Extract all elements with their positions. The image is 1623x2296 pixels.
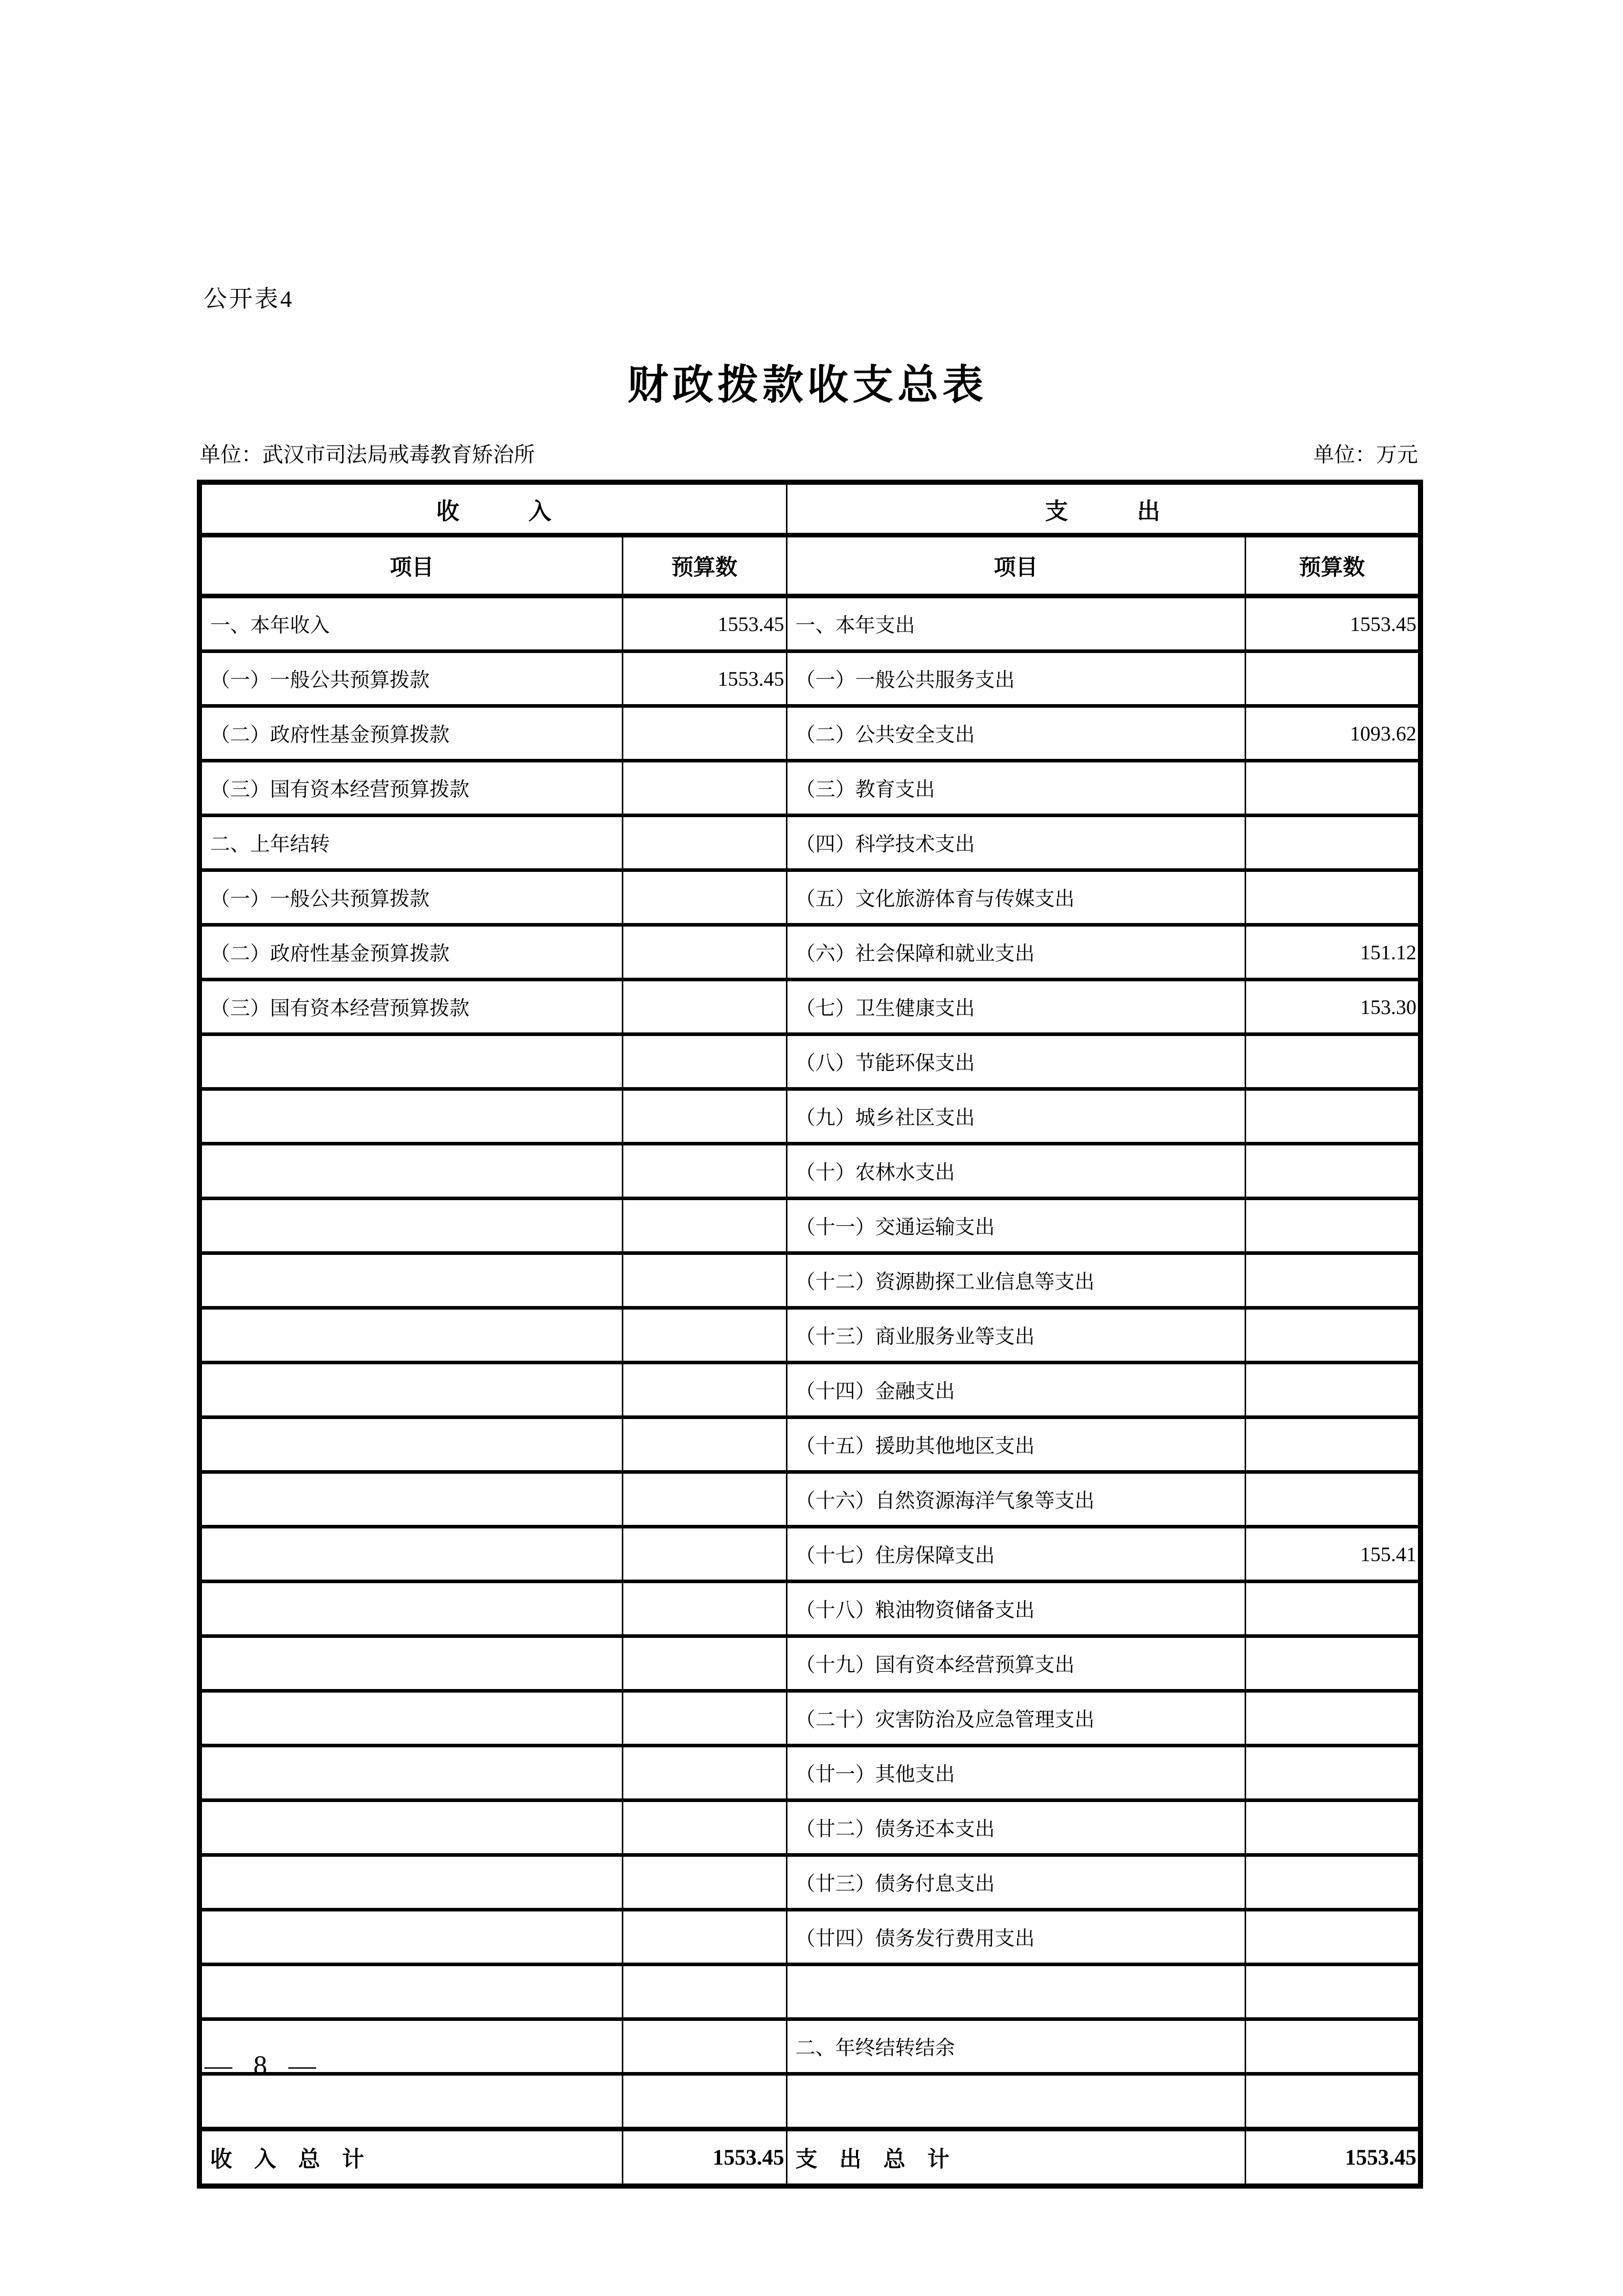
page-title: 财政拨款收支总表 <box>627 363 987 408</box>
table-row <box>199 870 1421 925</box>
income-value-cell <box>622 1800 786 1855</box>
income-item-cell <box>199 1855 622 1910</box>
income-value-cell <box>622 925 786 980</box>
expense-value-cell: 155.41 <box>1245 1527 1421 1582</box>
expense-item-cell: 二、年终结转结余 <box>786 2019 1245 2074</box>
form-label: 公开表4 <box>204 286 294 312</box>
table-row <box>199 816 1421 870</box>
expense-item-cell: （八）节能环保支出 <box>786 1034 1245 1089</box>
income-item-cell: （一）一般公共预算拨款 <box>199 651 622 706</box>
table-row <box>199 1636 1421 1691</box>
table-row <box>199 1582 1421 1636</box>
income-budget-column-header: 预算数 <box>622 535 786 596</box>
expense-value-cell <box>1245 870 1421 925</box>
table-row <box>199 1363 1421 1417</box>
income-item-cell: 一、本年收入 <box>199 596 622 651</box>
expense-item-cell: （十二）资源勘探工业信息等支出 <box>786 1253 1245 1308</box>
expense-value-cell <box>1245 1965 1421 2019</box>
expense-value-cell <box>1245 761 1421 816</box>
expense-item-cell: （十）农林水支出 <box>786 1144 1245 1199</box>
table-row <box>199 1527 1421 1582</box>
table-row <box>199 1800 1421 1855</box>
income-item-cell: （三）国有资本经营预算拨款 <box>199 980 622 1034</box>
column-header-row <box>199 535 1421 596</box>
expense-total-label: 支 出 总 计 <box>786 2129 1245 2187</box>
income-value-cell <box>622 870 786 925</box>
income-item-cell <box>199 1253 622 1308</box>
income-value-cell <box>622 1034 786 1089</box>
income-item-cell <box>199 1910 622 1965</box>
income-item-cell <box>199 1417 622 1472</box>
expense-item-cell: （廿三）债务付息支出 <box>786 1855 1245 1910</box>
income-item-cell <box>199 1472 622 1527</box>
expense-value-cell <box>1245 651 1421 706</box>
table-row <box>199 980 1421 1034</box>
expense-value-cell <box>1245 1636 1421 1691</box>
income-item-cell <box>199 2074 622 2129</box>
income-item-cell <box>199 1308 622 1363</box>
income-total-label: 收 入 总 计 <box>199 2129 622 2187</box>
table-row <box>199 1308 1421 1363</box>
expense-item-cell: （十七）住房保障支出 <box>786 1527 1245 1582</box>
income-value-cell <box>622 1089 786 1144</box>
income-value-cell <box>622 1199 786 1253</box>
income-value-cell <box>622 706 786 761</box>
expense-item-cell: （十六）自然资源海洋气象等支出 <box>786 1472 1245 1527</box>
expense-value-cell <box>1245 1855 1421 1910</box>
income-item-cell: （二）政府性基金预算拨款 <box>199 706 622 761</box>
unit-row <box>199 438 1418 468</box>
table-row <box>199 761 1421 816</box>
income-value-cell <box>622 2019 786 2074</box>
table-row <box>199 1199 1421 1253</box>
page-number: — 8 — <box>205 2050 323 2081</box>
income-value-cell <box>622 1965 786 2019</box>
income-item-cell: （三）国有资本经营预算拨款 <box>199 761 622 816</box>
table-row <box>199 1144 1421 1199</box>
table-footer <box>199 2129 1421 2187</box>
income-item-cell <box>199 1144 622 1199</box>
income-section-header: 收 入 <box>199 482 786 535</box>
expense-item-cell: （廿一）其他支出 <box>786 1746 1245 1800</box>
table-row <box>199 2019 1421 2074</box>
budget-table <box>197 480 1423 2189</box>
expense-value-cell: 153.30 <box>1245 980 1421 1034</box>
expense-item-cell: （六）社会保障和就业支出 <box>786 925 1245 980</box>
table-row <box>199 651 1421 706</box>
income-value-cell <box>622 1636 786 1691</box>
expense-value-cell: 1093.62 <box>1245 706 1421 761</box>
expense-item-cell: （十八）粮油物资储备支出 <box>786 1582 1245 1636</box>
table-header <box>199 482 1421 596</box>
table-row <box>199 1253 1421 1308</box>
income-value-cell <box>622 1691 786 1746</box>
table-row <box>199 1089 1421 1144</box>
income-value-cell <box>622 1308 786 1363</box>
expense-section-header: 支 出 <box>786 482 1421 535</box>
expense-item-cell: （十三）商业服务业等支出 <box>786 1308 1245 1363</box>
income-item-cell <box>199 1199 622 1253</box>
expense-item-cell: （三）教育支出 <box>786 761 1245 816</box>
expense-total-value: 1553.45 <box>1245 2129 1421 2187</box>
table-row <box>199 1472 1421 1527</box>
expense-value-cell: 151.12 <box>1245 925 1421 980</box>
table-row <box>199 1910 1421 1965</box>
section-header-row <box>199 482 1421 535</box>
expense-item-cell: （十四）金融支出 <box>786 1363 1245 1417</box>
expense-value-cell <box>1245 1746 1421 1800</box>
expense-item-cell: （十五）援助其他地区支出 <box>786 1417 1245 1472</box>
income-item-cell: 二、上年结转 <box>199 816 622 870</box>
table-row <box>199 1965 1421 2019</box>
expense-value-cell <box>1245 1199 1421 1253</box>
expense-item-cell: （九）城乡社区支出 <box>786 1089 1245 1144</box>
total-row <box>199 2129 1421 2187</box>
income-value-cell <box>622 1363 786 1417</box>
income-item-cell <box>199 1363 622 1417</box>
expense-value-cell <box>1245 1800 1421 1855</box>
unit-currency: 单位：万元 <box>1313 443 1418 466</box>
income-item-cell <box>199 1527 622 1582</box>
income-item-cell: （一）一般公共预算拨款 <box>199 870 622 925</box>
income-item-cell <box>199 1034 622 1089</box>
expense-value-cell <box>1245 1363 1421 1417</box>
expense-item-column-header: 项目 <box>786 535 1245 596</box>
income-value-cell <box>622 1582 786 1636</box>
expense-budget-column-header: 预算数 <box>1245 535 1421 596</box>
income-value-cell <box>622 1910 786 1965</box>
expense-item-cell <box>786 1965 1245 2019</box>
expense-value-cell <box>1245 1910 1421 1965</box>
expense-item-cell: （七）卫生健康支出 <box>786 980 1245 1034</box>
income-item-cell <box>199 1746 622 1800</box>
income-value-cell <box>622 1253 786 1308</box>
expense-item-cell: （二十）灾害防治及应急管理支出 <box>786 1691 1245 1746</box>
income-value-cell <box>622 1746 786 1800</box>
income-item-cell <box>199 1965 622 2019</box>
table-body <box>199 596 1421 2129</box>
table-row <box>199 1034 1421 1089</box>
expense-value-cell <box>1245 2019 1421 2074</box>
expense-item-cell: （十九）国有资本经营预算支出 <box>786 1636 1245 1691</box>
income-item-cell <box>199 1582 622 1636</box>
table-row <box>199 2074 1421 2129</box>
income-value-cell <box>622 1855 786 1910</box>
expense-value-cell <box>1245 1417 1421 1472</box>
income-value-cell <box>622 1527 786 1582</box>
expense-item-cell: （二）公共安全支出 <box>786 706 1245 761</box>
expense-item-cell: （廿四）债务发行费用支出 <box>786 1910 1245 1965</box>
income-value-cell: 1553.45 <box>622 651 786 706</box>
expense-item-cell <box>786 2074 1245 2129</box>
expense-value-cell: 1553.45 <box>1245 596 1421 651</box>
income-value-cell <box>622 816 786 870</box>
table-row <box>199 596 1421 651</box>
income-item-cell <box>199 1800 622 1855</box>
income-value-cell <box>622 1144 786 1199</box>
expense-item-cell: （四）科学技术支出 <box>786 816 1245 870</box>
income-item-cell <box>199 1089 622 1144</box>
expense-value-cell <box>1245 1144 1421 1199</box>
expense-item-cell: （十一）交通运输支出 <box>786 1199 1245 1253</box>
table-row <box>199 1691 1421 1746</box>
income-value-cell <box>622 2074 786 2129</box>
expense-value-cell <box>1245 1472 1421 1527</box>
table-row <box>199 1855 1421 1910</box>
table-row <box>199 1746 1421 1800</box>
expense-item-cell: （一）一般公共服务支出 <box>786 651 1245 706</box>
income-item-cell <box>199 1691 622 1746</box>
expense-value-cell <box>1245 1308 1421 1363</box>
expense-value-cell <box>1245 1034 1421 1089</box>
table-row <box>199 1417 1421 1472</box>
expense-value-cell <box>1245 1582 1421 1636</box>
expense-item-cell: （廿二）债务还本支出 <box>786 1800 1245 1855</box>
income-item-column-header: 项目 <box>199 535 622 596</box>
expense-value-cell <box>1245 1253 1421 1308</box>
income-value-cell: 1553.45 <box>622 596 786 651</box>
income-value-cell <box>622 1417 786 1472</box>
table-row <box>199 925 1421 980</box>
expense-value-cell <box>1245 1089 1421 1144</box>
income-item-cell <box>199 1636 622 1691</box>
income-total-value: 1553.45 <box>622 2129 786 2187</box>
expense-value-cell <box>1245 816 1421 870</box>
income-value-cell <box>622 980 786 1034</box>
expense-value-cell <box>1245 2074 1421 2129</box>
income-item-cell: （二）政府性基金预算拨款 <box>199 925 622 980</box>
expense-item-cell: 一、本年支出 <box>786 596 1245 651</box>
income-value-cell <box>622 761 786 816</box>
income-value-cell <box>622 1472 786 1527</box>
expense-value-cell <box>1245 1691 1421 1746</box>
unit-organization: 单位：武汉市司法局戒毒教育矫治所 <box>199 443 535 466</box>
expense-item-cell: （五）文化旅游体育与传媒支出 <box>786 870 1245 925</box>
table-row <box>199 706 1421 761</box>
